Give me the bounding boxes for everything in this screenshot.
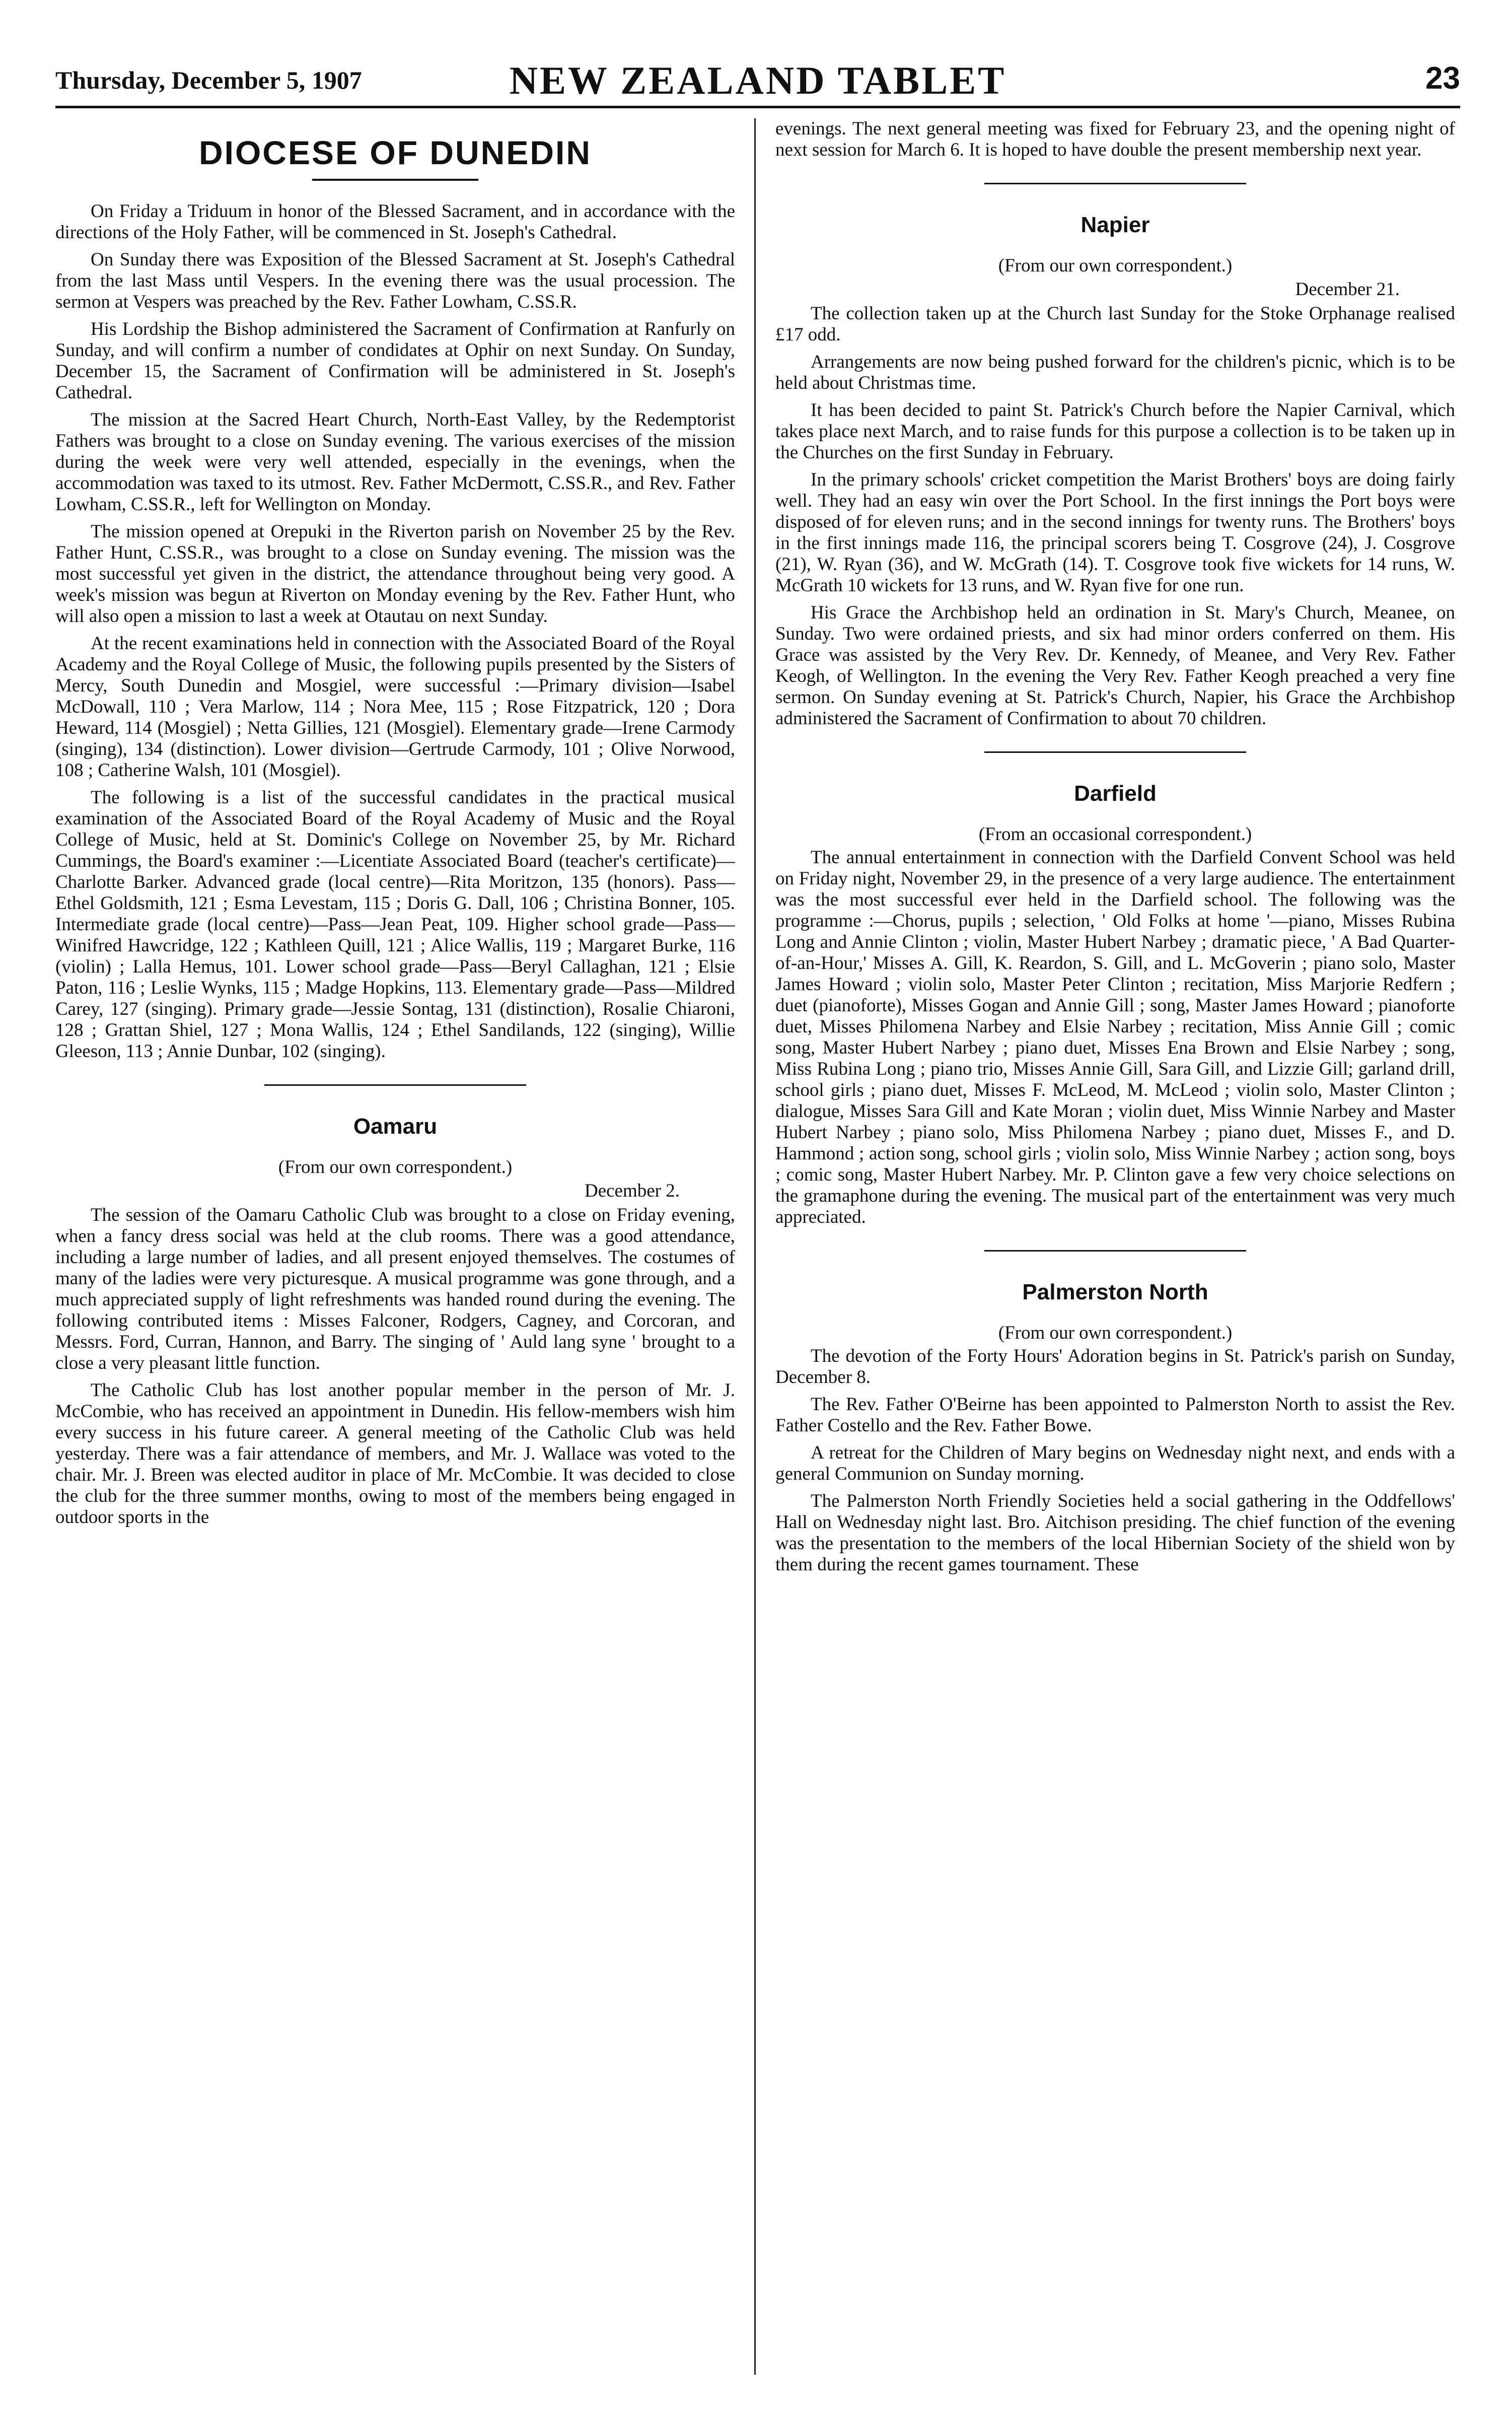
article-paragraph: His Grace the Archbishop held an ordination in St. Mary's Church, Meanee, on Sunday. Two were ordained priests, and six had minor orders conferred on them. His Grace was assisted by the Very Rev. Dr. Kennedy, of Meanee, and Very Rev. Father Keogh, of Wellington. In the evening the Very Rev. Father Keogh preached a very fine sermon. On Sunday evening at St. Patrick's Church, Napier, his Grace the Archbishop administered the Sacrament of Confirmation to about 70 children. xyxy=(775,602,1455,729)
article-paragraph: On Sunday there was Exposition of the Blessed Sacrament at St. Joseph's Cathedral from the last Mass until Vespers. In the evening there was the usual procession. The sermon at Vespers was preached by the Rev. Father Lowham, C.SS.R. xyxy=(55,249,735,312)
article-paragraph: The Catholic Club has lost another popular member in the person of Mr. J. McCombie, who has received an appointment in Dunedin. His fellow-members wish him every success in his future career. A general meeting of the Catholic Club was held yesterday. There was a fair attendance of members, and Mr. J. Wallace was voted to the chair. Mr. J. Breen was elected auditor in place of Mr. McCombie. It was decided to close the club for the three summer months, owing to most of the members being engaged in outdoor sports in the xyxy=(55,1380,735,1528)
article-paragraph: The mission at the Sacred Heart Church, North-East Valley, by the Redemptorist Fathers was brought to a close on Sunday evening. The various exercises of the mission during the week were very well attended, especially in the evenings, when the accommodation was taxed to its utmost. Rev. Father McDermott, C.SS.R., and Rev. Father Lowham, C.SS.R., left for Wellington on Monday. xyxy=(55,409,735,515)
diocese-headline: DIOCESE OF DUNEDIN xyxy=(198,134,592,171)
left-column xyxy=(55,118,735,2375)
headline-rule xyxy=(312,179,478,181)
dateline: December 2. xyxy=(584,1181,680,1201)
article-paragraph: A retreat for the Children of Mary begins on Wednesday night next, and ends with a general Communion on Sunday morning. xyxy=(775,1442,1455,1484)
article-paragraph: The devotion of the Forty Hours' Adoration begins in St. Patrick's parish on Sunday, December 8. xyxy=(775,1346,1455,1388)
article-paragraph: The Rev. Father O'Beirne has been appointed to Palmerston North to assist the Rev. Father Costello and the Rev. Father Bowe. xyxy=(775,1394,1455,1436)
correspondent-line: (From an occasional correspondent.) xyxy=(978,824,1252,845)
section-separator xyxy=(264,1084,526,1086)
section-title-darfield: Darfield xyxy=(1074,781,1157,806)
article-paragraph: At the recent examinations held in connection with the Associated Board of the Royal Academy and the Royal College of Music, the following pupils presented by the Sisters of Mercy, South Dunedin and Mosgiel, were successful :—Primary division—Isabel McDowall, 110 ; Vera Marlow, 114 ; Nora Mee, 115 ; Rose Fitzpatrick, 120 ; Dora Heward, 114 (Mosgiel) ; Netta Gillies, 121 (Mosgiel). Elementary grade—Irene Carmody (singing), 134 (distinction). Lower division—Gertrude Carmody, 101 ; Olive Norwood, 108 ; Catherine Walsh, 101 (Mosgiel). xyxy=(55,633,735,781)
correspondent-line: (From our own correspondent.) xyxy=(278,1157,513,1177)
publication-title: NEW ZEALAND TABLET xyxy=(509,58,1006,102)
correspondent-line: (From our own correspondent.) xyxy=(998,255,1233,276)
article-paragraph: Arrangements are now being pushed forward for the children's picnic, which is to be held about Christmas time. xyxy=(775,352,1455,393)
article-paragraph: On Friday a Triduum in honor of the Blessed Sacrament, and in accordance with the directions of the Holy Father, will be commenced in St. Joseph's Cathedral. xyxy=(55,201,735,243)
article-paragraph: The annual entertainment in connection with the Darfield Convent School was held on Friday night, November 29, in the presence of a very large audience. The entertainment was the most successful ever held in the Darfield school. The following was the programme :—Chorus, pupils ; selection, ' Old Folks at home '—piano, Misses Rubina Long and Annie Clinton ; violin, Master Hubert Narbey ; dramatic piece, ' A Bad Quarter-of-an-Hour,' Misses A. Gill, K. Reardon, S. Gill, and L. McGoverin ; piano solo, Master James Howard ; violin solo, Master Peter Clinton ; recitation, Miss Marjorie Redfern ; duet (pianoforte), Misses Gogan and Annie Gill ; song, Master James Howard ; pianoforte duet, Misses Philomena Narbey and Elsie Narbey ; recitation, Miss Annie Gill ; comic song, Master Hubert Narbey ; piano duet, Misses Ena Brown and Elsie Narbey ; song, Miss Rubina Long ; piano trio, Misses Annie Gill, Sara Gill, and Lizzie Gill; garland drill, school girls ; piano duet, Misses F. McLeod, M. McLeod ; violin solo, Master Clinton ; dialogue, Misses Sara Gill and Kate Moran ; violin duet, Miss Winnie Narbey and Master Hubert Narbey ; piano solo, Miss Philomena Narbey ; piano duet, Misses F., and D. Hammond ; action song, school girls ; violin solo, Miss Winnie Narbey ; action song, boys ; comic song, Master Hubert Narbey. Mr. P. Clinton gave a few very choice selections on the gramaphone during the evening. The musical part of the entertainment was very much appreciated. xyxy=(775,847,1455,1227)
article-paragraph: The Palmerston North Friendly Societies held a social gathering in the Oddfellows' Hall on Wednesday night last. Bro. Aitchison presiding. The chief function of the evening was the presentation to the members of the local Hibernian Society of the shield won by them during the recent games tournament. These xyxy=(775,1491,1455,1575)
newspaper-page xyxy=(55,30,1460,2397)
right-column xyxy=(775,118,1455,2375)
issue-date: Thursday, December 5, 1907 xyxy=(55,66,362,94)
section-title-napier: Napier xyxy=(1081,213,1150,237)
masthead xyxy=(55,30,1460,108)
article-paragraph: In the primary schools' cricket competition the Marist Brothers' boys are doing fairly well. They had an easy win over the Port School. In the first innings the Port boys were disposed of for eleven runs; and in the second innings for twenty runs. The Brothers' boys in the first innings made 116, the principal scorers being T. Cosgrove (24), J. Cosgrove (21), W. Ryan (36), and W. McGrath (14). T. Cosgrove took five wickets for 14 runs, W. McGrath 10 wickets for 13 runs, and W. Ryan five for one run. xyxy=(775,469,1455,596)
article-paragraph: His Lordship the Bishop administered the Sacrament of Confirmation at Ranfurly on Sunday, and will confirm a number of condidates at Ophir on next Sunday. On Sunday, December 15, the Sacrament of Confirmation will be administered in St. Joseph's Cathedral. xyxy=(55,319,735,403)
article-paragraph: The mission opened at Orepuki in the Riverton parish on November 25 by the Rev. Father Hunt, C.SS.R., was brought to a close on Sunday evening. The mission was the most successful yet given in the district, the attendance throughout being very good. A week's mission was begun at Riverton on Monday evening by the Rev. Father Hunt, who will also open a mission to last a week at Otautau on next Sunday. xyxy=(55,521,735,627)
dateline: December 21. xyxy=(1295,279,1400,300)
article-paragraph: The following is a list of the successful candidates in the practical musical examination of the Associated Board of the Royal Academy of Music and the Royal College of Music, held at St. Dominic's College on November 25, by Mr. Richard Cummings, the Board's examiner :—Licentiate Associated Board (teacher's certificate)—Charlotte Barker. Advanced grade (local centre)—Rita Moritzon, 135 (honors). Pass—Ethel Goldsmith, 121 ; Esma Levestam, 115 ; Doris G. Dall, 106 ; Christina Bonner, 105. Intermediate grade (local centre)—Pass—Jean Peat, 109. Higher school grade—Pass—Winifred Hawcridge, 122 ; Kathleen Quill, 121 ; Alice Wallis, 119 ; Margaret Burke, 116 (violin) ; Lalla Hemus, 101. Lower school grade—Pass—Beryl Callaghan, 121 ; Elsie Paton, 116 ; Leslie Wynks, 115 ; Madge Hopkins, 113. Elementary grade—Pass—Mildred Carey, 127 (singing). Primary grade—Jessie Sontag, 131 (distinction), Rosalie Chiaroni, 128 ; Grattan Shiel, 127 ; Mona Wallis, 124 ; Ethel Sandilands, 122 (singing), Willie Gleeson, 113 ; Annie Dunbar, 102 (singing). xyxy=(55,787,735,1062)
article-paragraph: The collection taken up at the Church last Sunday for the Stoke Orphanage realised £17 odd. xyxy=(775,303,1455,345)
article-paragraph: It has been decided to paint St. Patrick's Church before the Napier Carnival, which takes place next March, and to raise funds for this purpose a collection is to be taken up in the Churches on the first Sunday in February. xyxy=(775,400,1455,463)
section-separator xyxy=(984,183,1246,184)
section-separator xyxy=(984,1250,1246,1252)
article-paragraph: The session of the Oamaru Catholic Club was brought to a close on Friday evening, when a fancy dress social was held at the club rooms. There was a good attendance, including a large number of ladies, and all present enjoyed themselves. The costumes of many of the ladies were very picturesque. A musical programme was gone through, and a much appreciated supply of light refreshments was handed round during the evening. The following contributed items : Misses Falconer, Rodgers, Cagney, and Corcoran, and Messrs. Ford, Curran, Hannon, and Barry. The singing of ' Auld lang syne ' brought to a close a very pleasant little function. xyxy=(55,1205,735,1373)
correspondent-line: (From our own correspondent.) xyxy=(998,1323,1233,1343)
section-title-palmerston-north: Palmerston North xyxy=(1022,1280,1208,1304)
section-title-oamaru: Oamaru xyxy=(353,1114,438,1139)
continued-paragraph: evenings. The next general meeting was fixed for February 23, and the opening night of next session for March 6. It is hoped to have double the present membership next year. xyxy=(775,118,1455,160)
page-number: 23 xyxy=(1425,61,1460,96)
column-rule xyxy=(754,118,756,2375)
section-separator xyxy=(984,751,1246,753)
